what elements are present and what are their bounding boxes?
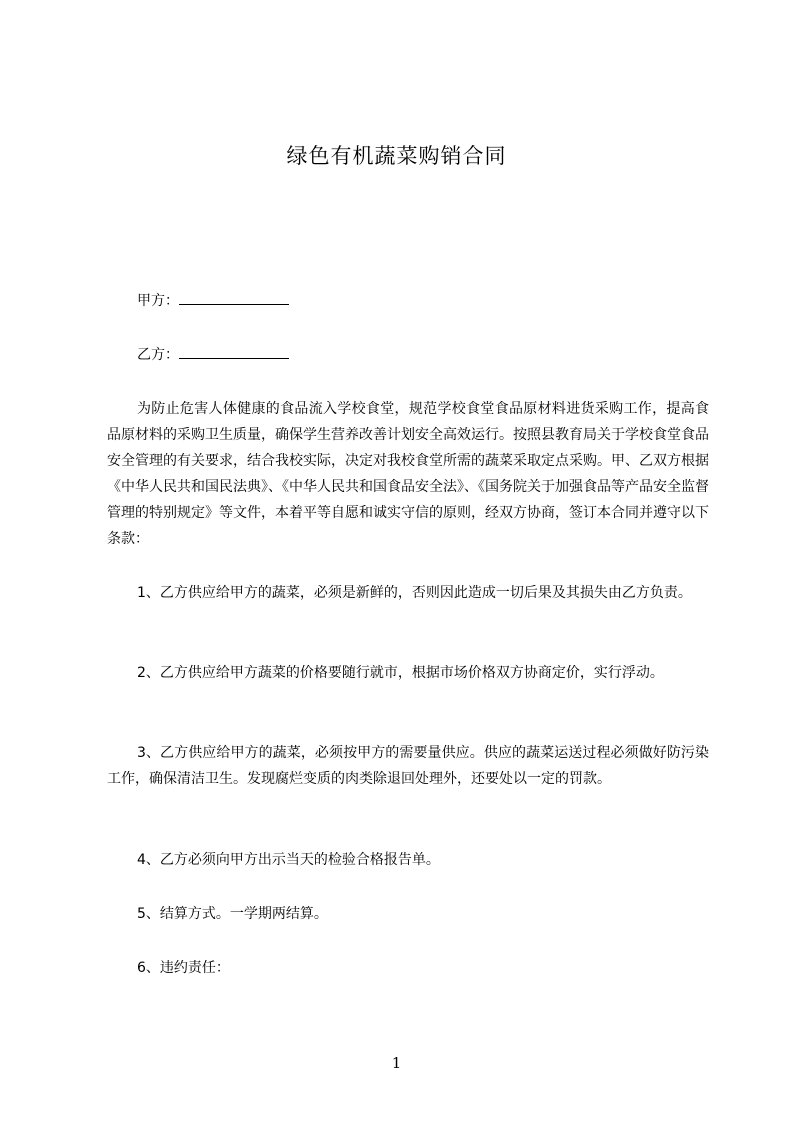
party-b-line [137,344,289,365]
party-b-blank [179,344,289,359]
clause-2: 2、乙方供应给甲方蔬菜的价格要随行就市，根据市场价格双方协商定价，实行浮动。 [137,665,664,681]
clause-3: 3、乙方供应给甲方的蔬菜，必须按甲方的需要量供应。供应的蔬菜运送过程必须做好防污染工作，确保清洁卫生。发现腐烂变质的肉类除退回处理外，还要处以一定的罚款。 [107,745,709,787]
clause-6: 6、违约责任： [137,960,230,976]
clause-5: 5、结算方式。一学期两结算。 [137,906,328,922]
page-number: 1 [391,1054,402,1072]
clause-1: 1、乙方供应给甲方的蔬菜，必须是新鲜的，否则因此造成一切后果及其损失由乙方负责。 [137,585,692,601]
party-b-label: 乙方： [137,347,179,363]
party-a-line [137,290,289,311]
party-a-blank [179,290,289,305]
preamble-paragraph: 为防止危害人体健康的食品流入学校食堂，规范学校食堂食品原材料进货采购工作，提高食品原材料的采购卫生质量，确保学生营养改善计划安全高效运行。按照县教育局关于学校食堂食品安全管理的有关要求，结合我校实际，决定对我校食堂所需的蔬菜采取定点采购。甲、乙双方根据《中华人民共和国民法典》、《中华人民共和国食品安全法》、《国务院关于加强食品等产品安全监督管理的特别规定》等文件，本着平等自愿和诚实守信的原则，经双方协商，签订本合同并遵守以下条款： [107,401,709,547]
page-title: 绿色有机蔬菜购销合同 [286,144,507,168]
party-a-label: 甲方： [137,293,179,309]
clause-4: 4、乙方必须向甲方出示当天的检验合格报告单。 [137,852,440,868]
